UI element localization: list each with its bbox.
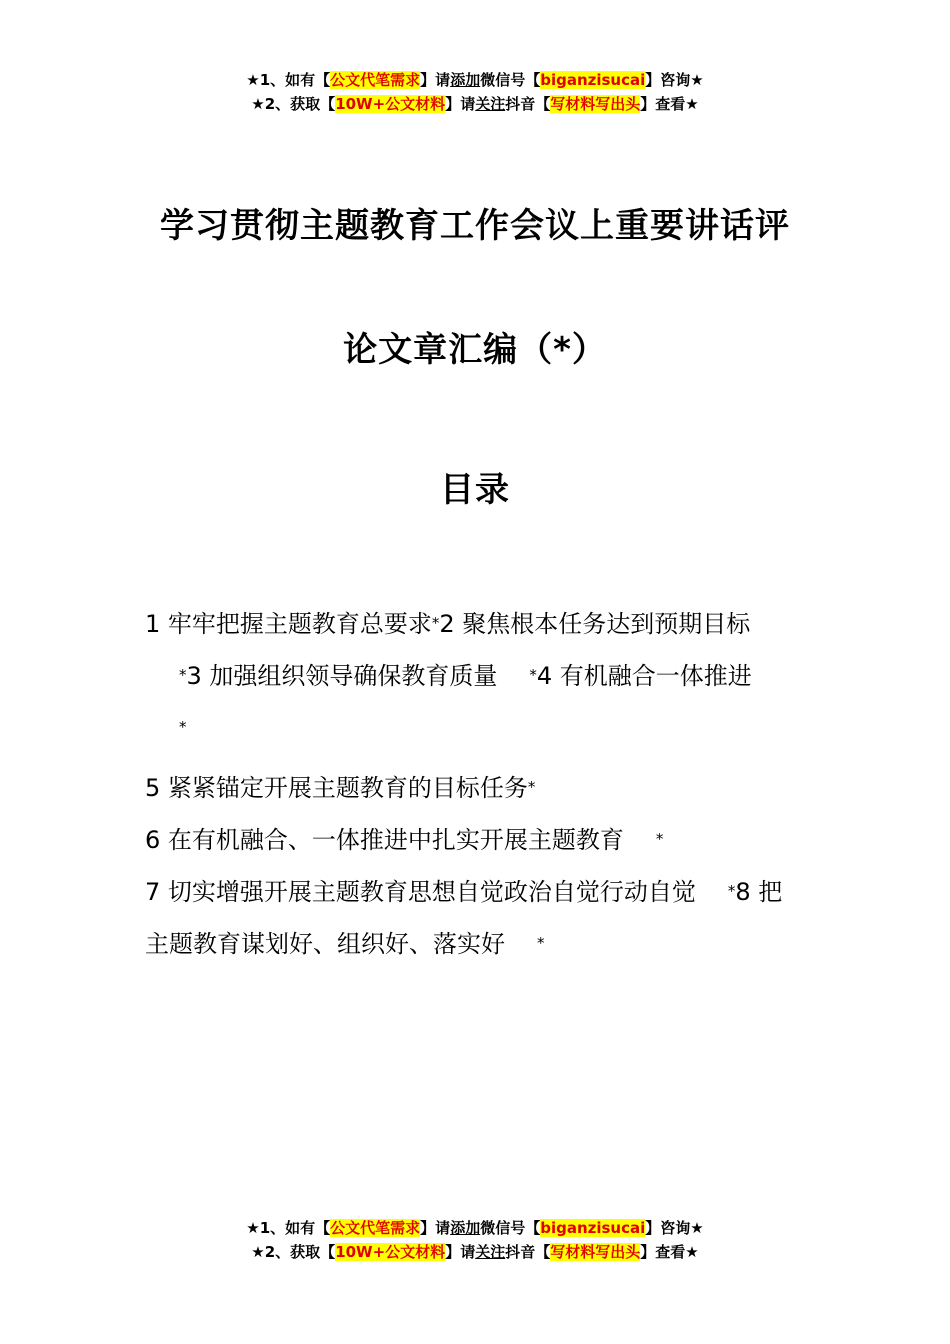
- highlight-wechat-id: biganzisucai: [540, 71, 646, 89]
- highlight-service: 公文代笔需求: [330, 1219, 421, 1237]
- page-placeholder: *: [431, 614, 440, 632]
- banner-line-2: [0, 1240, 950, 1264]
- underlined-text: 关注: [475, 1243, 506, 1261]
- toc-item-6: 6 在有机融合、一体推进中扎实开展主题教育: [145, 826, 624, 854]
- header-banner: [0, 68, 950, 116]
- banner-text: 微信号【: [480, 71, 541, 89]
- toc-entry-group-7: [145, 868, 807, 920]
- highlight-materials: 10W+公文材料: [335, 1243, 446, 1261]
- page-placeholder: *: [179, 666, 187, 684]
- underlined-text: 添加: [450, 1219, 481, 1237]
- highlight-materials: 10W+公文材料: [335, 95, 446, 113]
- toc-item-3: 3 加强组织领导确保教育质量: [186, 662, 498, 690]
- banner-text: ★2、获取【: [251, 1243, 336, 1261]
- underlined-text: 添加: [450, 71, 481, 89]
- toc-entry-group-1-end: [145, 704, 807, 756]
- toc-item-8-cont: 主题教育谋划好、组织好、落实好: [145, 930, 505, 958]
- banner-text: 】请: [420, 71, 451, 89]
- banner-text: ★1、如有【: [246, 1219, 331, 1237]
- highlight-douyin-account: 写材料写出头: [550, 95, 641, 113]
- toc-entry-6: [145, 816, 807, 868]
- toc-entry-5: [145, 764, 807, 816]
- toc-entry-group-7-cont: [145, 920, 807, 972]
- banner-text: 】查看★: [640, 1243, 699, 1261]
- toc-item-2: 2 聚焦根本任务达到预期目标: [439, 610, 751, 638]
- page-placeholder: *: [527, 778, 536, 796]
- toc-item-8: 8 把: [735, 878, 783, 906]
- underlined-text: 关注: [475, 95, 506, 113]
- highlight-service: 公文代笔需求: [330, 71, 421, 89]
- banner-text: 】咨询★: [645, 1219, 704, 1237]
- banner-text: 微信号【: [480, 1219, 541, 1237]
- toc-entry-group-1: [145, 600, 807, 652]
- banner-text: ★2、获取【: [251, 95, 336, 113]
- page-placeholder: *: [537, 934, 545, 952]
- toc-item-7: 7 切实增强开展主题教育思想自觉政治自觉行动自觉: [145, 878, 696, 906]
- banner-text: 】查看★: [640, 95, 699, 113]
- toc-entry-group-1-cont: [145, 652, 807, 704]
- page-placeholder: *: [529, 666, 537, 684]
- document-title-line-1: 学习贯彻主题教育工作会议上重要讲话评: [160, 206, 790, 246]
- banner-line-1: [0, 68, 950, 92]
- toc-item-5: 5 紧紧锚定开展主题教育的目标任务: [145, 774, 528, 802]
- page-placeholder: *: [655, 830, 664, 848]
- banner-text: 抖音【: [505, 1243, 551, 1261]
- banner-text: ★1、如有【: [246, 71, 331, 89]
- banner-line-2: [0, 92, 950, 116]
- toc-item-1: 1 牢牢把握主题教育总要求: [145, 610, 432, 638]
- banner-text: 抖音【: [505, 95, 551, 113]
- banner-text: 】请: [445, 95, 476, 113]
- toc-item-4: 4 有机融合一体推进: [536, 662, 752, 690]
- toc-heading: 目录: [440, 470, 510, 510]
- highlight-douyin-account: 写材料写出头: [550, 1243, 641, 1261]
- banner-text: 】咨询★: [645, 71, 704, 89]
- highlight-wechat-id: biganzisucai: [540, 1219, 646, 1237]
- document-title-line-2: 论文章汇编（*）: [343, 330, 607, 370]
- table-of-contents: [145, 600, 807, 972]
- footer-banner: [0, 1216, 950, 1264]
- banner-line-1: [0, 1216, 950, 1240]
- banner-text: 】请: [420, 1219, 451, 1237]
- banner-text: 】请: [445, 1243, 476, 1261]
- page-placeholder: *: [179, 718, 187, 736]
- page-placeholder: *: [727, 882, 736, 900]
